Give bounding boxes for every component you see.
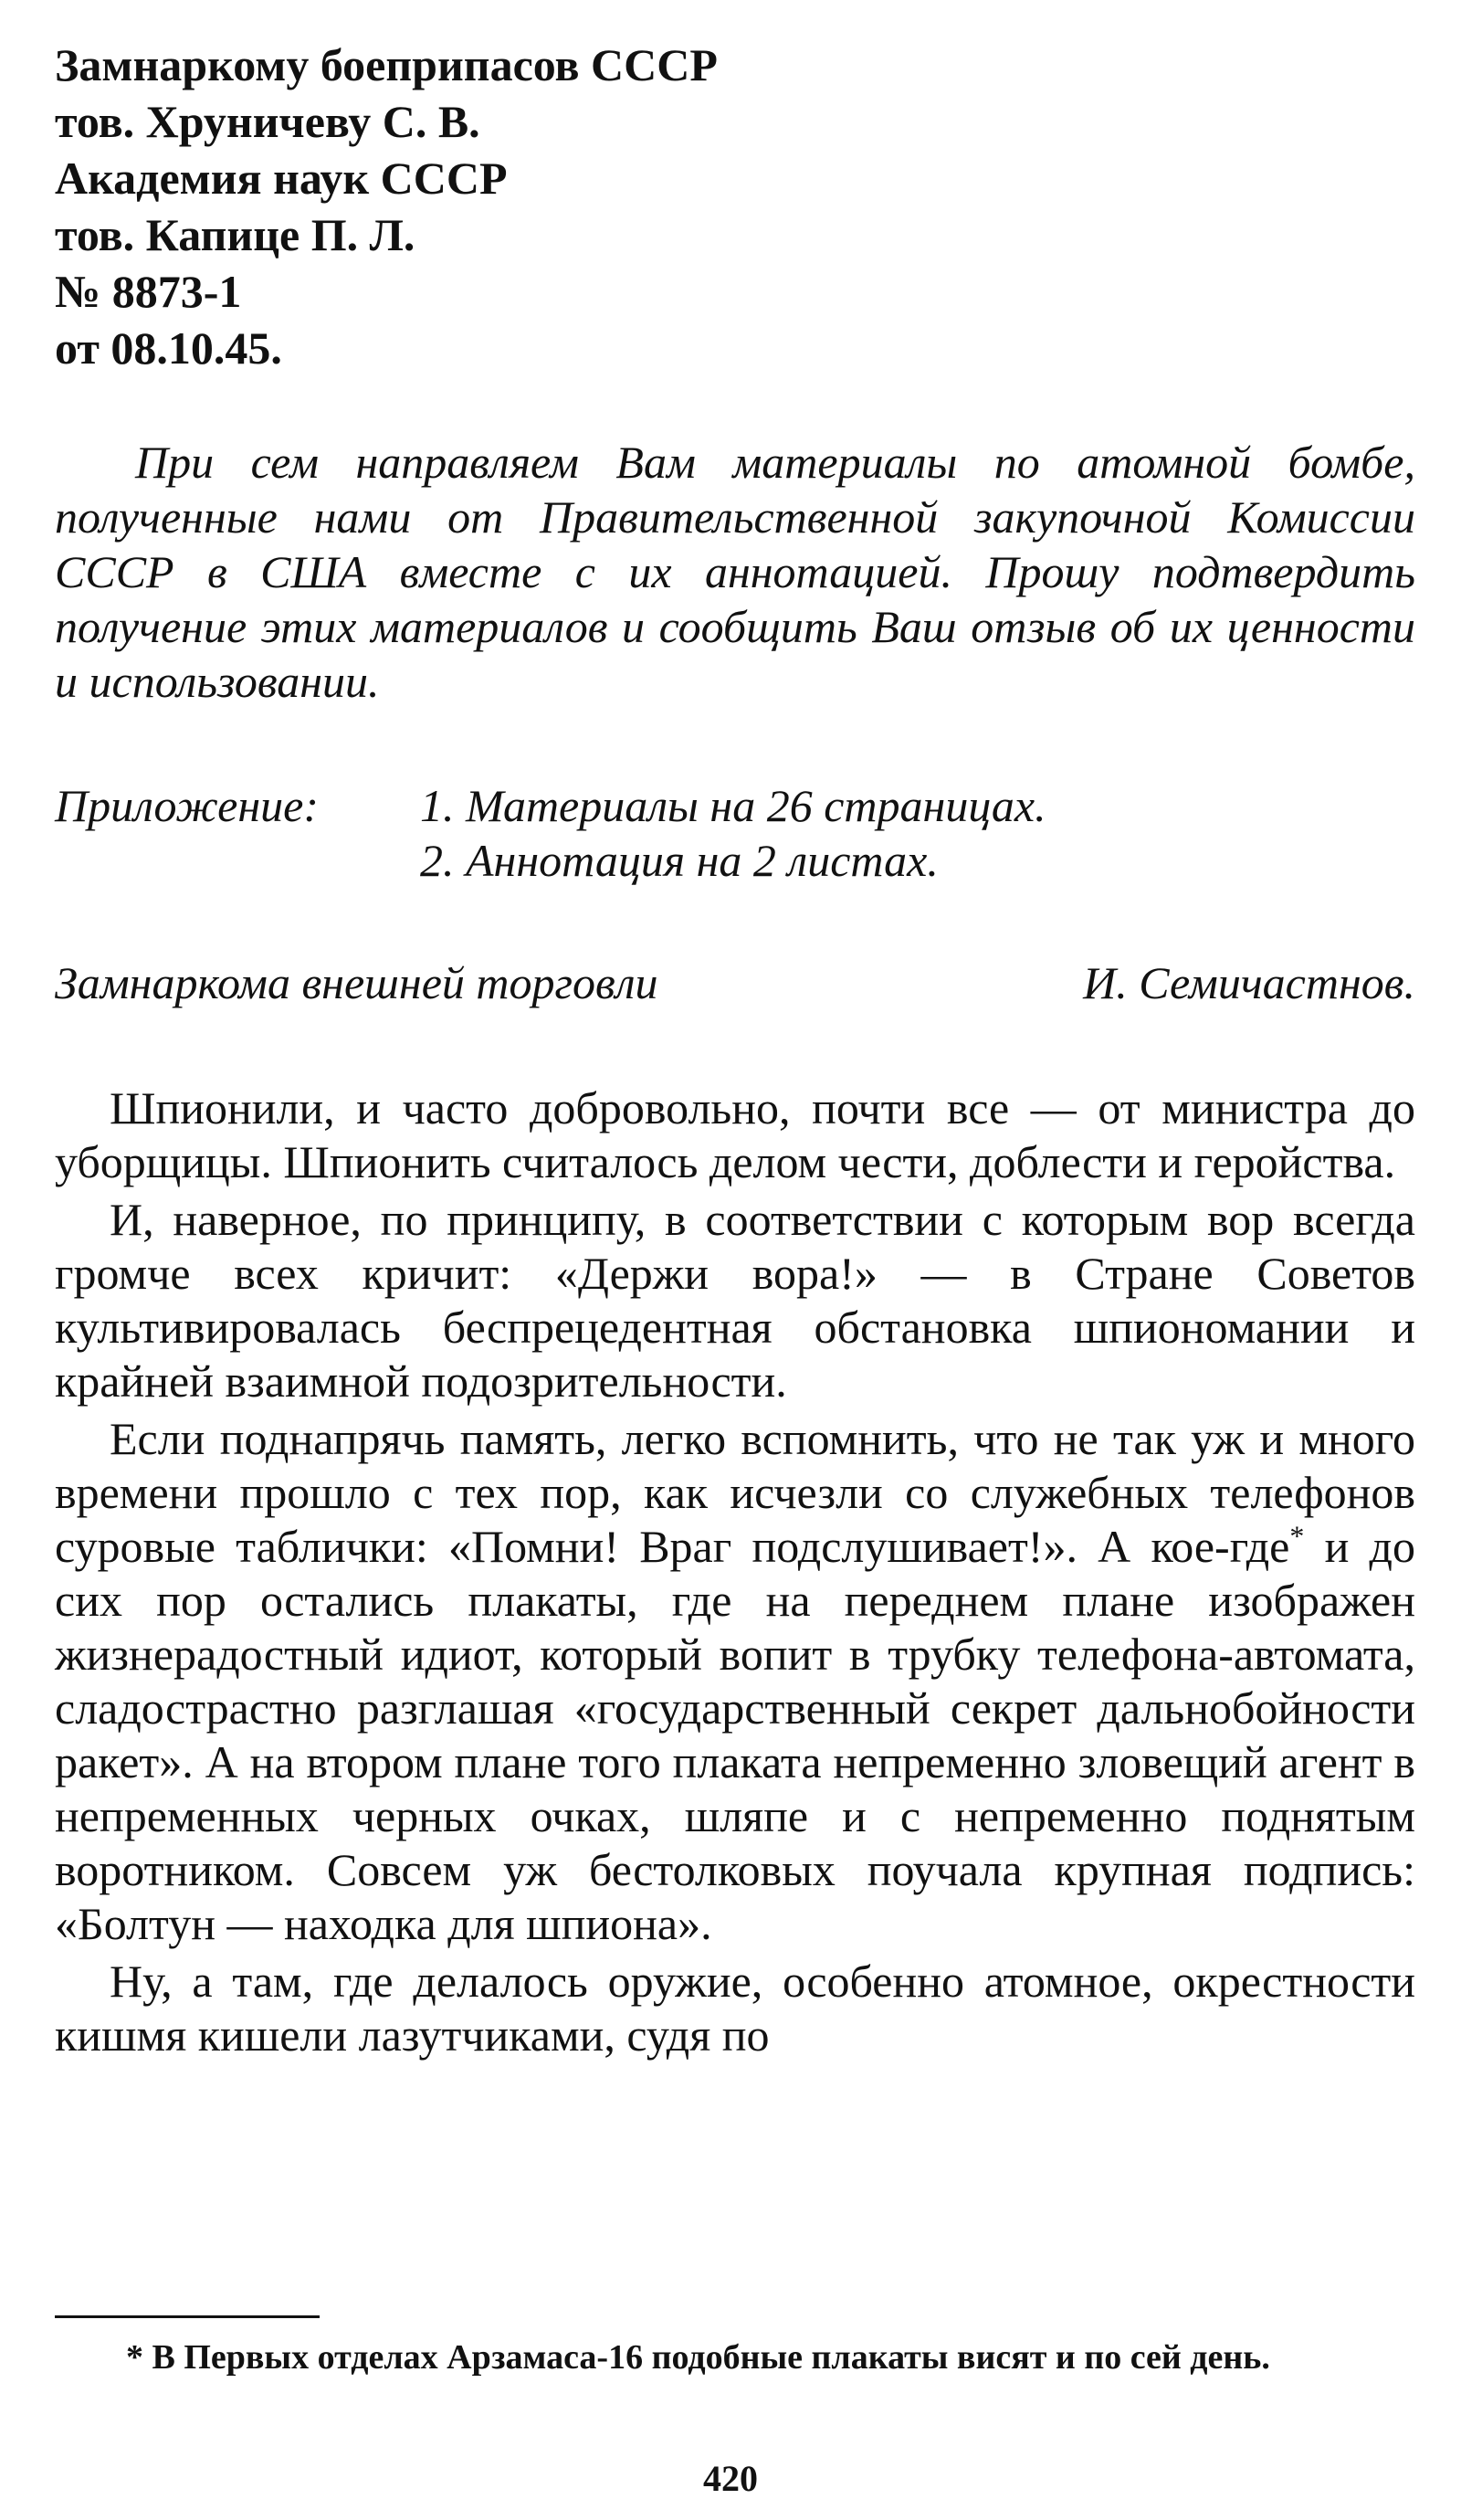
address-block [55,37,1415,376]
signature-name: И. Семичастнов. [1083,957,1415,1008]
attachments-block [55,778,1415,888]
address-line: Академия наук СССР [55,153,508,204]
body-text [55,1081,1415,2062]
footnote-reference: * [1289,1519,1305,1553]
address-line: тов. Капице П. Л. [55,209,415,260]
address-line: тов. Хруничеву С. В. [55,96,480,147]
signature-position: Замнаркома внешней торговли [55,957,658,1008]
footnote-divider [55,2315,320,2318]
page-content [55,37,1415,2066]
document-date: от 08.10.45. [55,322,282,374]
paragraph: Ну, а там, где делалось оружие, особенно атомное, окрестности кишмя кишели лазутчиками, судя по [55,1956,1415,2061]
paragraph: Шпионили, и часто добровольно, почти все — от министра до уборщицы. Шпионить считалось делом чести, доблести и геройства. [55,1082,1415,1187]
paragraph [55,1412,1415,1951]
page-number: 420 [703,2458,758,2499]
attachments-label: Приложение: [55,780,319,831]
footnote: * В Первых отделах Арзамаса-16 подобные плакаты висят и по сей день. [126,2338,1270,2377]
attachments-list [420,778,1046,888]
signature-block [55,955,1415,1010]
paragraph-text: Если поднапрячь память, легко вспомнить, что не так уж и много времени прошло с тех пор, как исчезли со служебных телефонов суровые таблички: «Помни! Враг подслушивает!». А кое-где [55,1413,1415,1572]
address-line: Замнаркому боеприпасов СССР [55,39,718,90]
document-number: № 8873-1 [55,266,242,317]
paragraph-text: и до сих пор остались плакаты, где на переднем плане изображен жизнерадостный идиот, который вопит в трубку телефона-автомата, сладострастно разглашая «государственный секрет дальнобойности ракет». А на втором плане того плаката непременно зловещий агент в непременных черных очках, шляпе и с непременно поднятым воротником. Совсем уж бестолковых поучала крупная подпись: «Болтун — находка для шпиона». [55,1521,1415,1949]
cover-letter-text: При сем направляем Вам материалы по атомной бомбе, полученные нами от Правительственной закупочной Комиссии СССР в США вместе с их аннотацией. Прошу подтвердить получение этих материалов и сообщить Ваш отзыв об их ценности и использовании. [55,437,1415,707]
paragraph: И, наверное, по принципу, в соответствии с которым вор всегда громче всех кричит: «Держи вора!» — в Стране Советов культивировалась беспрецедентная обстановка шпиономании и крайней взаимной подозрительности. [55,1194,1415,1407]
attachment-item: 2. Аннотация на 2 листах. [420,835,939,886]
attachment-item: 1. Материалы на 26 страницах. [420,780,1046,831]
